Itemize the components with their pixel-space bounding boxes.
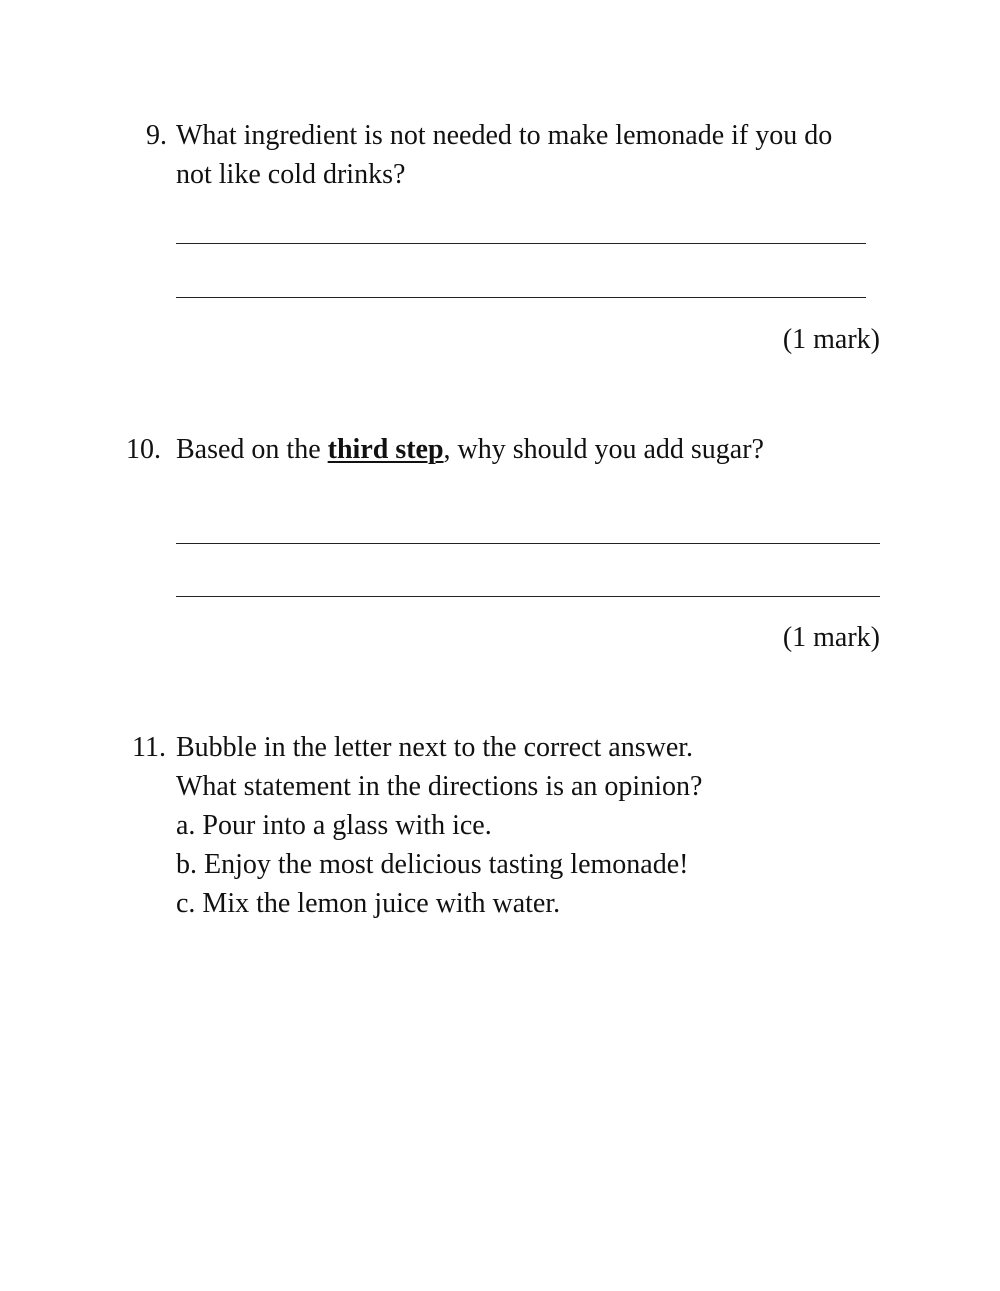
- question-9-text-line-1: What ingredient is not needed to make lemonade if you do: [176, 120, 833, 151]
- question-10-emphasis: third step: [327, 434, 444, 465]
- question-11-prompt: What statement in the directions is an opinion?: [176, 771, 703, 802]
- answer-line-9b[interactable]: [176, 297, 866, 298]
- question-9-text-line-2: not like cold drinks?: [176, 159, 406, 190]
- question-10-text-prefix: Based on the: [176, 434, 328, 465]
- question-11-number: 11.: [132, 732, 166, 763]
- question-10-text: [176, 430, 764, 469]
- option-b[interactable]: b. Enjoy the most delicious tasting lemonade!: [176, 849, 689, 880]
- option-c[interactable]: c. Mix the lemon juice with water.: [176, 888, 561, 919]
- question-11-instruction: Bubble in the letter next to the correct answer.: [176, 732, 694, 763]
- question-10-marks: (1 mark): [782, 622, 880, 653]
- option-a[interactable]: a. Pour into a glass with ice.: [176, 810, 492, 841]
- answer-line-10b[interactable]: [176, 596, 880, 597]
- answer-line-9a[interactable]: [176, 243, 866, 244]
- question-10-number: 10.: [126, 434, 161, 465]
- question-9-number: 9.: [146, 120, 167, 151]
- answer-line-10a[interactable]: [176, 543, 880, 544]
- question-9-marks: (1 mark): [782, 324, 880, 355]
- question-10-text-suffix: , why should you add sugar?: [443, 434, 764, 465]
